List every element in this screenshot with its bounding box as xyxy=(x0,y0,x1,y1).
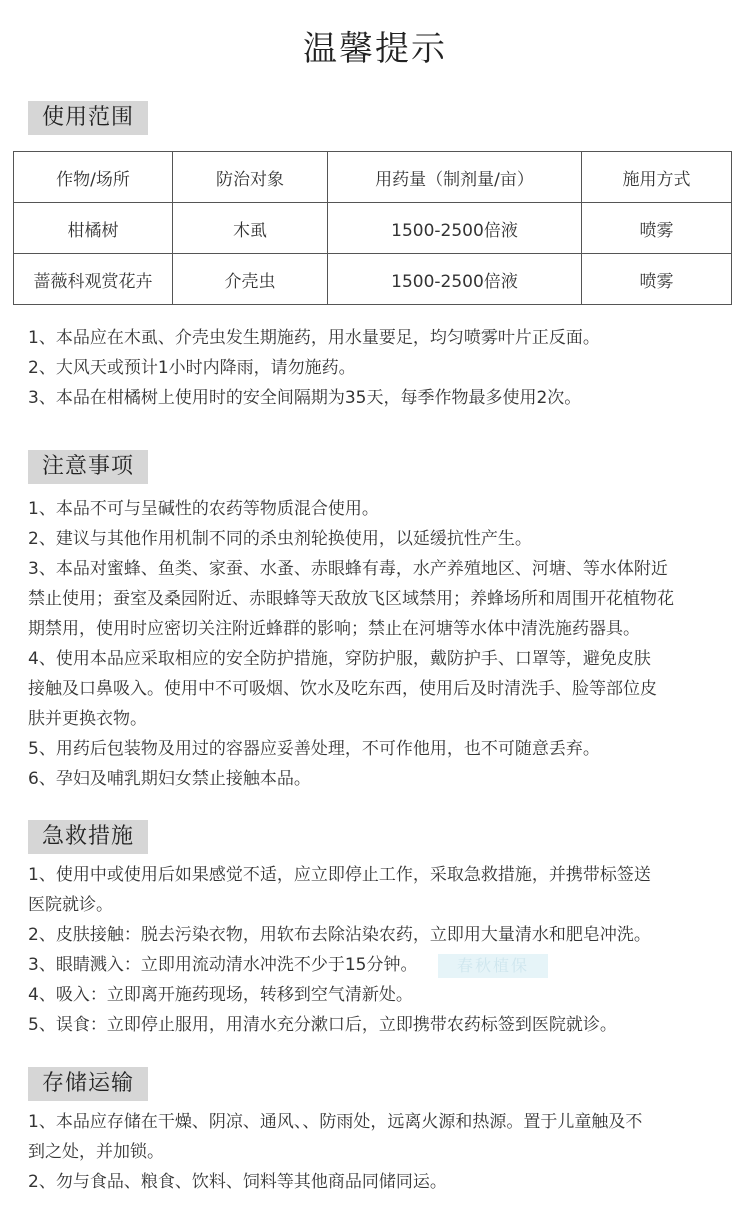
text-line: 到之处，并加锁。 xyxy=(28,1142,164,1162)
text-line: 肤并更换衣物。 xyxy=(28,709,147,729)
text-line: 6、孕妇及哺乳期妇女禁止接触本品。 xyxy=(28,769,311,789)
table-cell: 喷雾 xyxy=(582,203,732,254)
text-line: 1、本品应存储在干燥、阴凉、通风、、防雨处，远离火源和热源。置于儿童触及不 xyxy=(28,1112,643,1132)
table-row xyxy=(14,203,732,254)
table-cell: 1500-2500倍液 xyxy=(328,254,582,305)
text-line: 4、使用本品应采取相应的安全防护措施，穿防护服，戴防护手、口罩等，避免皮肤 xyxy=(28,649,651,669)
text-line: 接触及口鼻吸入。使用中不可吸烟、饮水及吃东西，使用后及时清洗手、脸等部位皮 xyxy=(28,679,657,699)
text-line: 4、吸入：立即离开施药现场，转移到空气清新处。 xyxy=(28,985,413,1005)
table-header-row xyxy=(14,152,732,203)
table-header-cell: 作物/场所 xyxy=(14,152,173,203)
table-cell: 喷雾 xyxy=(582,254,732,305)
text-line: 期禁用，使用时应密切关注附近蜂群的影响；禁止在河塘等水体中清洗施药器具。 xyxy=(28,619,640,639)
text-line: 1、使用中或使用后如果感觉不适，应立即停止工作，采取急救措施，并携带标签送 xyxy=(28,865,651,885)
table-cell: 木虱 xyxy=(173,203,328,254)
text-line: 5、用药后包装物及用过的容器应妥善处理，不可作他用，也不可随意丢弃。 xyxy=(28,739,600,759)
table-cell: 蔷薇科观赏花卉 xyxy=(14,254,173,305)
precautions-list xyxy=(28,494,740,794)
section-heading-usage: 使用范围 xyxy=(28,101,148,135)
text-line: 5、误食：立即停止服用，用清水充分漱口后，立即携带农药标签到医院就诊。 xyxy=(28,1015,617,1035)
text-line: 2、皮肤接触：脱去污染衣物，用软布去除沾染农药，立即用大量清水和肥皂冲洗。 xyxy=(28,925,651,945)
text-line: 2、勿与食品、粮食、饮料、饲料等其他商品同储同运。 xyxy=(28,1172,447,1192)
table-cell: 介壳虫 xyxy=(173,254,328,305)
section-heading-storage: 存储运输 xyxy=(28,1067,148,1101)
text-line: 2、建议与其他作用机制不同的杀虫剂轮换使用，以延缓抗性产生。 xyxy=(28,529,532,549)
usage-table xyxy=(13,151,732,305)
table-cell: 1500-2500倍液 xyxy=(328,203,582,254)
text-line: 医院就诊。 xyxy=(28,895,113,915)
page-title: 温馨提示 xyxy=(303,29,447,69)
section-heading-precautions: 注意事项 xyxy=(28,450,148,484)
storage-list xyxy=(28,1107,740,1197)
usage-notes xyxy=(28,323,740,413)
text-line: 禁止使用；蚕室及桑园附近、赤眼蜂等天敌放飞区域禁用；养蜂场所和周围开花植物花 xyxy=(28,589,674,609)
table-cell: 柑橘树 xyxy=(14,203,173,254)
table-header-cell: 施用方式 xyxy=(582,152,732,203)
first-aid-list xyxy=(28,860,740,1040)
note-line: 1、本品应在木虱、介壳虫发生期施药，用水量要足，均匀喷雾叶片正反面。 xyxy=(28,328,600,348)
text-line: 3、本品对蜜蜂、鱼类、家蚕、水蚤、赤眼蜂有毒，水产养殖地区、河塘、等水体附近 xyxy=(28,559,668,579)
note-line: 3、本品在柑橘树上使用时的安全间隔期为35天，每季作物最多使用2次。 xyxy=(28,388,582,408)
text-line: 3、眼睛溅入：立即用流动清水冲洗不少于15分钟。 xyxy=(28,955,418,975)
table-header-cell: 用药量（制剂量/亩） xyxy=(328,152,582,203)
note-line: 2、大风天或预计1小时内降雨，请勿施药。 xyxy=(28,358,356,378)
table-row xyxy=(14,254,732,305)
section-heading-first-aid: 急救措施 xyxy=(28,820,148,854)
watermark: 春秋植保 xyxy=(438,954,548,978)
text-line: 1、本品不可与呈碱性的农药等物质混合使用。 xyxy=(28,499,379,519)
table-header-cell: 防治对象 xyxy=(173,152,328,203)
